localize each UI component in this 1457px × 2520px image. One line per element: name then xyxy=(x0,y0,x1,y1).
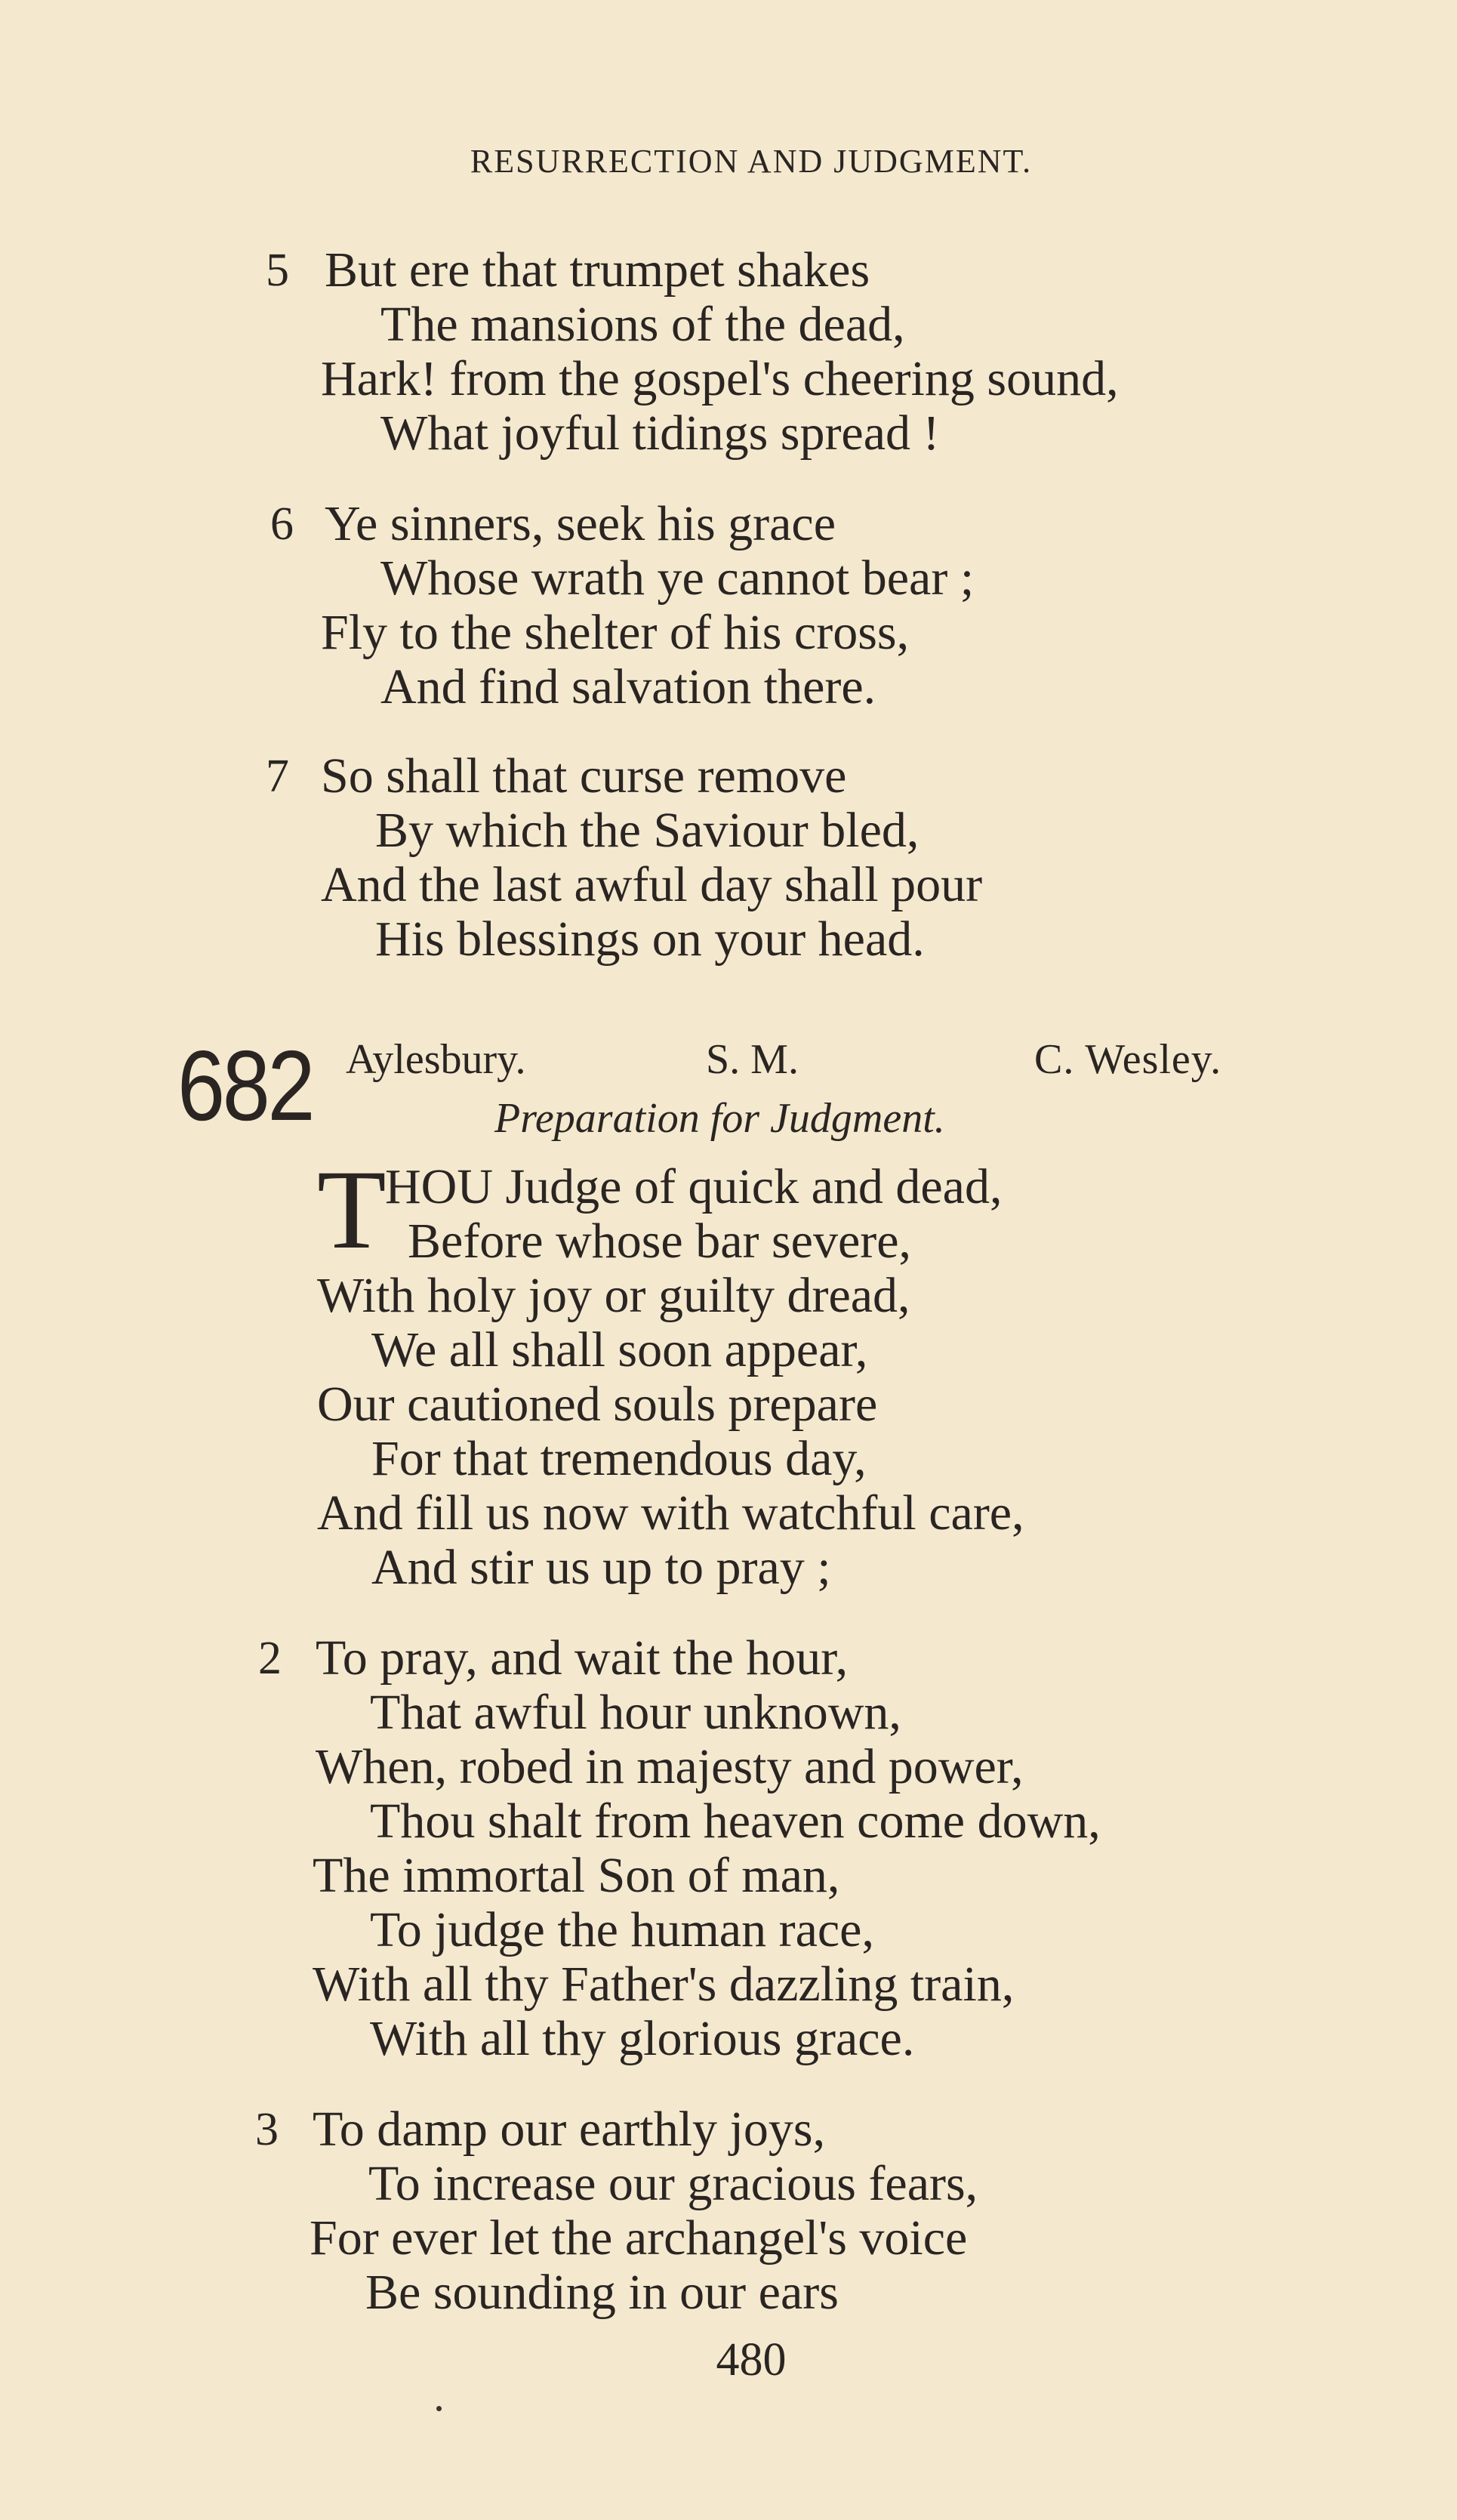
hymn-line: So shall that curse remove xyxy=(321,748,847,804)
hymn-number: 682 xyxy=(177,1030,313,1141)
hymn-line: To pray, and wait the hour, xyxy=(316,1630,849,1686)
verse-number: 7 xyxy=(266,751,289,802)
running-head: RESURRECTION AND JUDGMENT. xyxy=(470,143,1033,180)
drop-cap: T xyxy=(317,1147,387,1272)
hymn-line: With all thy glorious grace. xyxy=(370,2011,915,2066)
hymn-line: Ye sinners, seek his grace xyxy=(325,496,836,551)
hymn-line: And find salvation there. xyxy=(380,659,876,714)
hymn-line: What joyful tidings spread ! xyxy=(380,406,940,461)
hymn-line: With all thy Father's dazzling train, xyxy=(313,1957,1015,2012)
verse-number: 3 xyxy=(255,2104,279,2155)
ink-speck xyxy=(436,2406,442,2411)
tune-name: Aylesbury. xyxy=(346,1036,526,1083)
hymn-line: To damp our earthly joys, xyxy=(313,2102,826,2157)
verse-number: 2 xyxy=(258,1633,282,1684)
hymn-line: Whose wrath ye cannot bear ; xyxy=(380,551,975,606)
hymn-line: The immortal Son of man, xyxy=(313,1848,840,1903)
page-number: 480 xyxy=(716,2334,787,2386)
hymn-line: HOU Judge of quick and dead, xyxy=(385,1159,1003,1214)
hymn-line: Thou shalt from heaven come down, xyxy=(370,1794,1101,1849)
hymn-line: Our cautioned souls prepare xyxy=(317,1377,878,1432)
hymn-line: When, robed in majesty and power, xyxy=(316,1739,1024,1794)
verse-number: 5 xyxy=(266,245,289,296)
hymn-line: And stir us up to pray ; xyxy=(371,1540,831,1595)
hymn-line: Be sounding in our ears xyxy=(365,2265,839,2320)
hymn-line: For that tremendous day, xyxy=(371,1431,867,1486)
hymn-line: His blessings on your head. xyxy=(375,911,925,967)
author: C. Wesley. xyxy=(1034,1036,1222,1083)
hymn-line: To increase our gracious fears, xyxy=(368,2156,978,2211)
hymn-line: Hark! from the gospel's cheering sound, xyxy=(321,351,1119,406)
hymn-line: With holy joy or guilty dread, xyxy=(317,1268,910,1323)
hymn-line: For ever let the archangel's voice xyxy=(310,2210,968,2266)
verse-number: 6 xyxy=(270,498,294,550)
hymn-line: By which the Saviour bled, xyxy=(375,803,919,858)
hymn-line: Fly to the shelter of his cross, xyxy=(321,605,910,660)
hymn-subtitle: Preparation for Judgment. xyxy=(494,1095,945,1142)
hymn-line: The mansions of the dead, xyxy=(380,297,905,352)
hymn-line: That awful hour unknown, xyxy=(370,1685,901,1740)
hymn-line: And fill us now with watchful care, xyxy=(317,1485,1024,1541)
hymn-line: We all shall soon appear, xyxy=(371,1322,868,1377)
hymn-line: But ere that trumpet shakes xyxy=(325,242,870,298)
hymn-line: And the last awful day shall pour xyxy=(321,857,983,912)
hymn-line: Before whose bar severe, xyxy=(408,1214,912,1269)
meter: S. M. xyxy=(706,1036,799,1083)
hymn-line: To judge the human race, xyxy=(370,1902,874,1957)
